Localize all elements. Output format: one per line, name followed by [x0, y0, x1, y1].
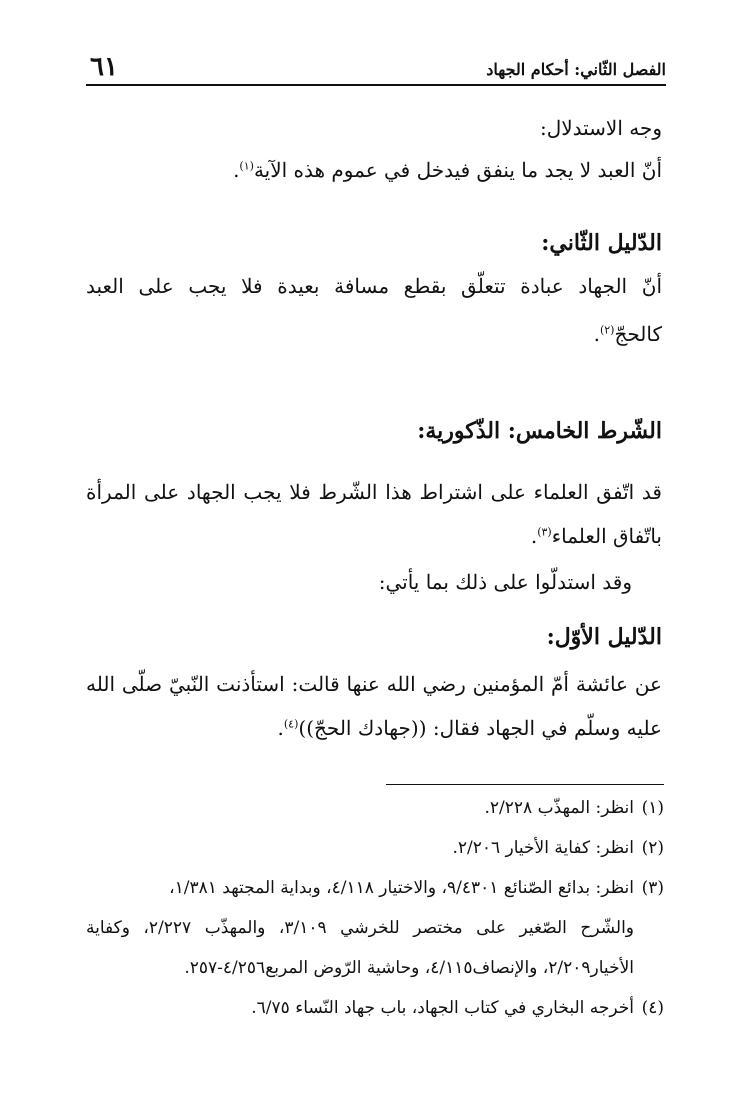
footnote-text: أخرجه البخاري في كتاب الجهاد، باب جهاد النّساء ٦/٧٥. — [251, 998, 634, 1018]
chapter-title: الفصل الثّاني: أحكام الجهاد — [486, 60, 666, 79]
footnote-continuation — [86, 918, 634, 938]
footnote-ref: (٣) — [537, 525, 552, 539]
section-heading: الدّليل الثّاني: — [541, 230, 662, 256]
footnote — [452, 838, 664, 858]
footnote-text: الأخيار٢/٢٠٩، والإنصاف٤/١١٥، وحاشية الرّوض المربع٤/٢٥٦-٢٥٧. — [184, 958, 634, 978]
text: . — [233, 158, 240, 182]
footnote — [485, 798, 664, 818]
footnote-ref: (١) — [239, 159, 254, 173]
footnote — [251, 998, 664, 1018]
footnote-number: (٣) — [641, 878, 664, 898]
footnote — [169, 878, 664, 898]
paragraph-line — [531, 524, 662, 548]
text: كالحجّ — [614, 322, 662, 346]
footnote-text: انظر: المهذّب ٢/٢٢٨. — [484, 798, 634, 818]
text: وجه الاستدلال: — [539, 116, 662, 140]
text: . — [593, 322, 600, 346]
paragraph-line — [379, 570, 632, 594]
header-divider — [86, 84, 666, 86]
footnote-divider — [386, 784, 664, 785]
paragraph-line — [278, 716, 662, 740]
page-header — [86, 52, 666, 84]
text: باتّفاق العلماء — [551, 524, 662, 548]
footnote-text: والشّرح الصّغير على مختصر للخرشي ٣/١٠٩، والمهذّب ٢/٢٢٧، وكفاية — [86, 918, 634, 938]
footnote-number: (٢) — [641, 838, 664, 858]
paragraph-line — [86, 480, 662, 504]
section-heading: الدّليل الأوّل: — [546, 624, 662, 650]
text: قد اتّفق العلماء على اشتراط هذا الشّرط فلا يجب الجهاد على المرأة — [86, 480, 662, 504]
footnote-ref: (٢) — [599, 323, 615, 337]
text: . — [530, 524, 538, 548]
text: . — [277, 716, 284, 740]
paragraph-line — [86, 672, 662, 696]
footnote-text: انظر: بدائع الصّنائع ٩/٤٣٠١، والاختيار ٤/١١٨، وبداية المجتهد ١/٣٨١، — [169, 878, 634, 898]
paragraph-line — [540, 116, 662, 140]
text: أنّ الجهاد عبادة تتعلّق بقطع مسافة بعيدة فلا يجب على العبد — [86, 274, 662, 298]
text: عن عائشة أمّ المؤمنين رضي الله عنها قالت: استأذنت النّبيّ صلّى الله — [86, 672, 662, 696]
footnote-continuation — [184, 958, 634, 978]
footnote-number: (٤) — [641, 998, 664, 1018]
footnote-ref: (٤) — [283, 717, 299, 731]
footnote-number: (١) — [641, 798, 664, 818]
page-number: ٦١ — [90, 52, 118, 82]
text: أنّ العبد لا يجد ما ينفق فيدخل في عموم هذه الآية — [253, 158, 662, 182]
footnote-text: انظر: كفاية الأخيار ٢/٢٠٦. — [452, 838, 634, 858]
paragraph-line — [594, 322, 662, 346]
paragraph-line — [233, 158, 662, 182]
paragraph-line — [86, 274, 662, 298]
text: وقد استدلّوا على ذلك بما يأتي: — [378, 570, 632, 594]
section-heading: الشّرط الخامس: الذّكورية: — [417, 418, 662, 444]
text: عليه وسلّم في الجهاد فقال: ((جهادك الحجّ)) — [298, 716, 662, 740]
